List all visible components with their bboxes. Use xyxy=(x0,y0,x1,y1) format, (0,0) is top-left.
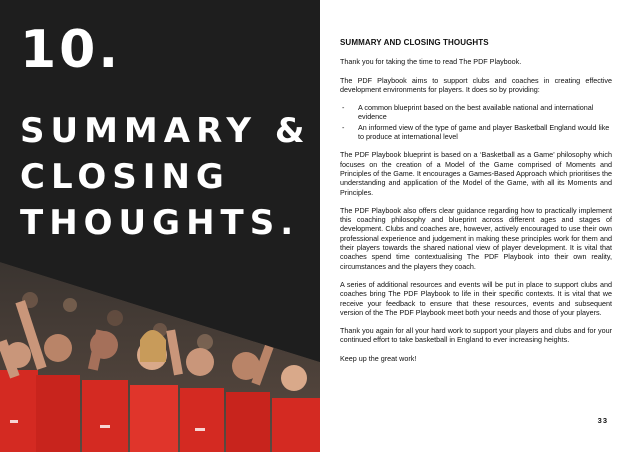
paragraph: A series of additional resources and events will be put in place to support clubs and coaches bring The PDF Playbook to life in their specific contexts. It is vital that we receive your feedback to ensure that these resources, events and subsequent version of the The PDF Playbook meet both your needs and those of your players. xyxy=(340,279,612,317)
heading-line: SUMMARY & xyxy=(20,111,311,151)
section-number: 10. xyxy=(20,20,122,80)
paragraph: The PDF Playbook aims to support clubs and coaches in creating effective development environments for players. It does so by providing: xyxy=(340,75,612,94)
paragraph: Thank you again for all your hard work to support your players and clubs and for your continued effort to take basketball in England to ever increasing heights. xyxy=(340,326,612,345)
page-gutter xyxy=(320,0,322,452)
content-title: SUMMARY AND CLOSING THOUGHTS xyxy=(340,38,489,47)
paragraph: Thank you for taking the time to read The PDF Playbook. xyxy=(340,57,522,67)
list-item: - A common blueprint based on the best available national and international evidence xyxy=(340,103,612,122)
bullet-list xyxy=(340,103,612,141)
section-heading xyxy=(20,108,311,246)
heading-line: THOUGHTS. xyxy=(20,203,300,243)
heading-line: CLOSING xyxy=(20,157,230,197)
main-content xyxy=(340,38,612,372)
page-number: 33 xyxy=(597,416,608,425)
paragraph: The PDF Playbook blueprint is based on a ‘Basketball as a Game’ philosophy which focuses on the creation of a Model of the Game comprised of Moments and Principles of the Game. It encourages a Games-Based Approach which prioritises the understanding and application of the Model of the Game, with all its Moments and Principles. xyxy=(340,150,612,197)
paragraph: The PDF Playbook also offers clear guidance regarding how to practically implement this coaching philosophy and blueprint across different ages and stages of development. Clubs and coaches are, however, actively encouraged to use their own professional experience and judgement in making these principles work for them and their players towards the shared national view of player development. It is vital that coaches spend time contextualising The PDF Playbook into their own reality, circumstances and the players they coach. xyxy=(340,205,612,271)
list-item: - An informed view of the type of game and player Basketball England would like to produce at international level xyxy=(340,123,612,142)
paragraph: Keep up the great work! xyxy=(340,353,417,363)
